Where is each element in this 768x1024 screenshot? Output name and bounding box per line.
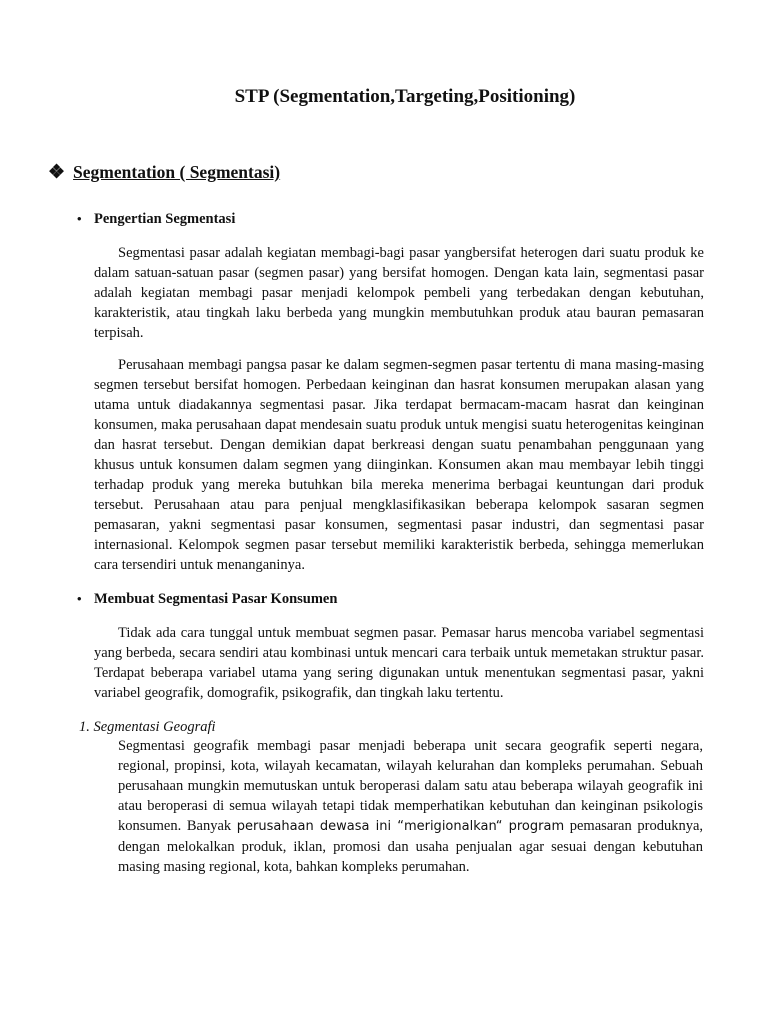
bullet-heading-text: Pengertian Segmentasi xyxy=(94,211,236,227)
text-run: Segmentasi geografik membagi pasar menjadi beberapa unit secara geografik seperti negara, regional, propinsi, kota, wilayah kecamatan, wilayah kelurahan dan kompleks perumahan. Sebuah perusahaan mungkin memutuskan untuk beroperasi dalam satu atau beberapa wilayah geografik ini atau beroperasi di semua wilayah tetapi tidak memperhatikan kebutuhan dan keinginan psikologis konsumen. Banyak xyxy=(118,738,703,834)
section-heading-text: Segmentation ( Segmentasi) xyxy=(73,162,281,182)
diamond-bullet-icon: ❖ xyxy=(48,162,66,183)
paragraph: Tidak ada cara tunggal untuk membuat segmen pasar. Pemasar harus mencoba variabel segmentasi yang berbeda, secara sendiri atau kombinasi untuk mencari cara terbaik untuk memetakan struktur pasar. Terdapat beberapa variabel utama yang sering digunakan untuk menentukan segmentasi pasar, yakni variabel geografik, domografik, psikografik, dan tingkah laku tertentu. xyxy=(94,625,704,701)
page-title: STP (Segmentation,Targeting,Positioning) xyxy=(234,86,576,107)
text-run: pemasaran produknya, dengan melokalkan produk, iklan, promosi dan usaha penjualan agar sesuai dengan kebutuhan masing masing regional, kota, bahkan kompleks perumahan. xyxy=(118,818,704,875)
bullet-heading-membuat xyxy=(77,591,704,608)
subsection-paragraph xyxy=(118,736,703,877)
bullet-dot-icon: • xyxy=(77,591,82,606)
paragraph: Segmentasi pasar adalah kegiatan membagi-bagi pasar yangbersifat heterogen dari suatu produk ke dalam satuan-satuan pasar (segmen pasar) yang bersifat homogen. Dengan kata lain, segmentasi pasar adalah kegiatan membagi pasar menjadi kelompok pembeli yang terbedakan dengan kebutuhan, karakteristik, atau tingkah laku berbeda yang mungkin membutuhkan produk atau bauran pemasaran terpisah. xyxy=(94,245,704,341)
bullet-heading-text: Membuat Segmentasi Pasar Konsumen xyxy=(94,591,338,607)
bullet-heading-pengertian xyxy=(77,211,704,228)
text-run-sans: perusahaan dewasa ini “merigionalkan“ program xyxy=(236,819,565,834)
subsection-title: 1. Segmentasi Geografi xyxy=(79,719,216,735)
section-heading-segmentation xyxy=(48,162,704,183)
subsection-geografi xyxy=(79,719,704,877)
paragraph: Perusahaan membagi pangsa pasar ke dalam segmen-segmen pasar tertentu di mana masing-masing segmen tersebut bersifat homogen. Perbedaan keinginan dan hasrat konsumen merupakan alasan yang utama untuk diadakannya segmentasi pasar. Jika terdapat bermacam-macam hasrat dan keinginan konsumen, maka perusahaan dapat mendesain suatu produk untuk mengisi suatu heterogenitas keinginan dan hasrat tersebut. Dengan demikian dapat berkreasi dengan suatu penambahan penggunaan yang khusus untuk konsumen dalam segmen yang diinginkan. Konsumen akan mau membayar lebih tinggi terhadap produk yang mereka butuhkan bila mereka menerima berbagai keuntungan dari produk tersebut. Perusahaan atau para penjual mengklasifikasikan beberapa kelompok sasaran segmen pemasaran, yakni segmentasi pasar konsumen, segmentasi pasar industri, dan segmentasi pasar internasional. Kelompok segmen pasar tersebut memiliki karakteristik berbeda, sehingga memerlukan cara tersendiri untuk menanganinya. xyxy=(94,357,704,573)
bullet-dot-icon: • xyxy=(77,211,82,226)
